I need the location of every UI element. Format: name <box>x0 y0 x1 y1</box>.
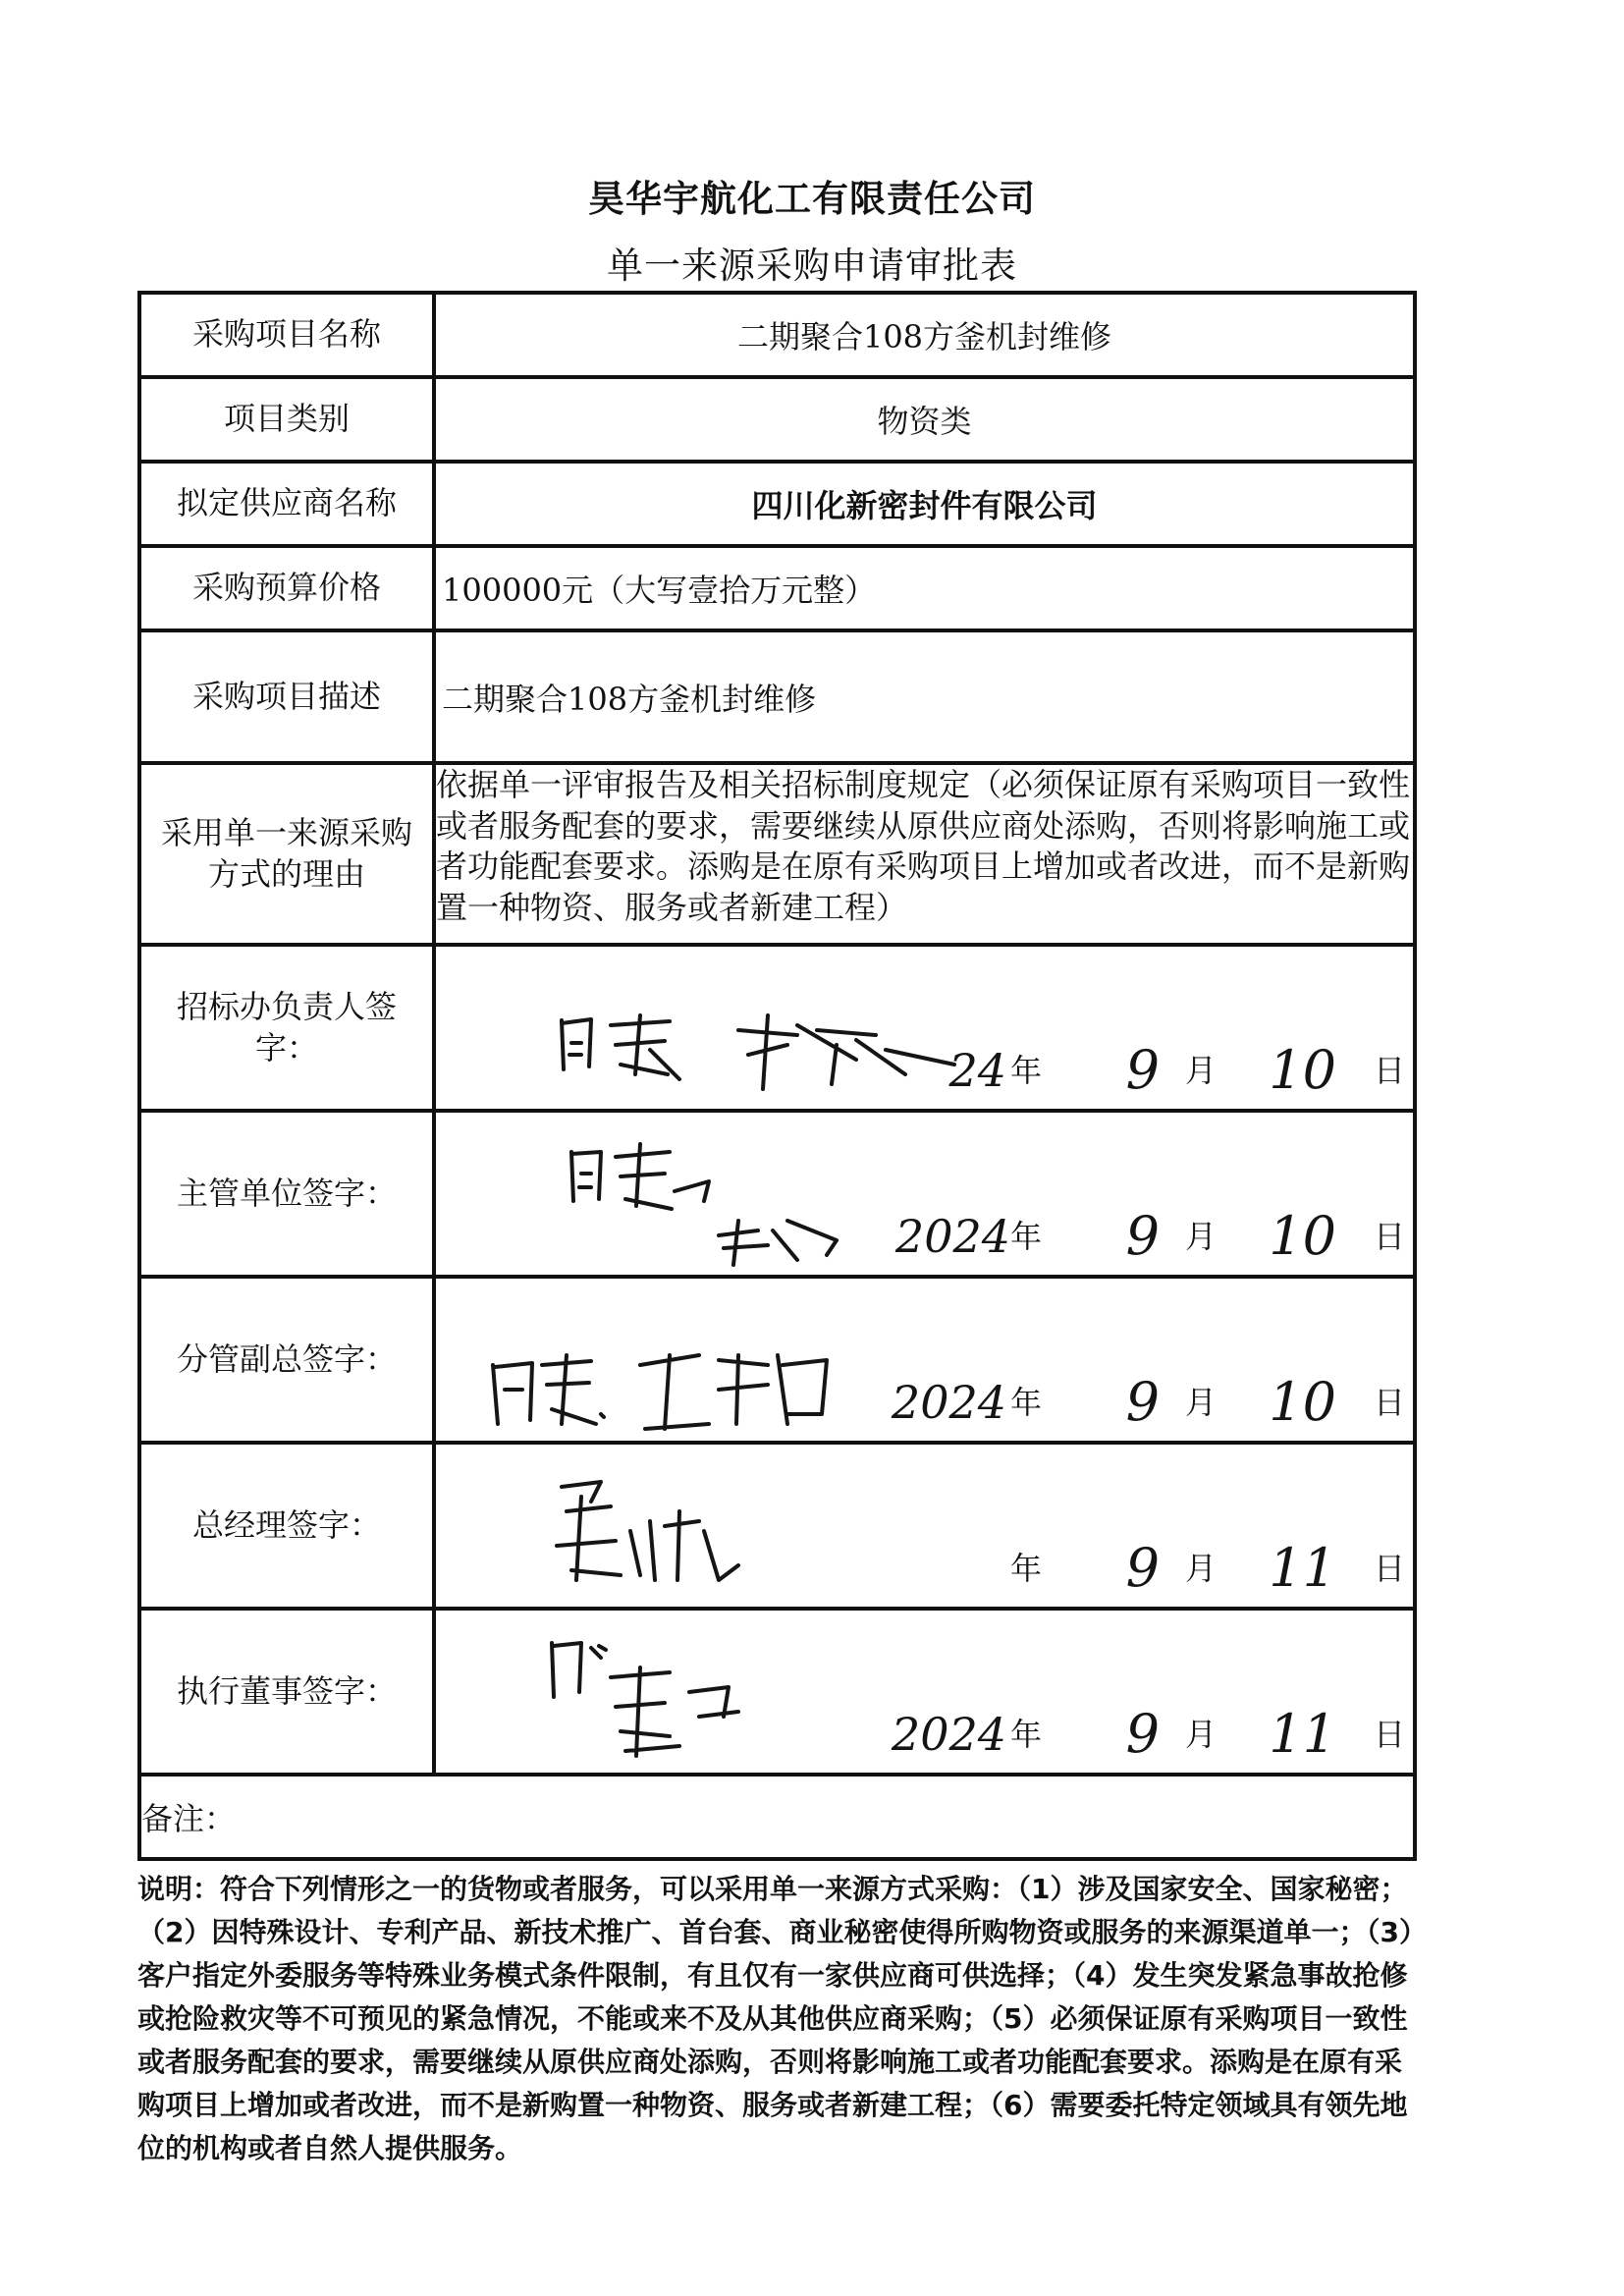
month-label: 月 <box>1184 1218 1217 1255</box>
handwritten-year: 2024 <box>891 1708 1006 1761</box>
handwritten-day: 10 <box>1269 1371 1336 1433</box>
handwritten-signature <box>444 1452 974 1600</box>
description-label: 采购项目描述 <box>139 630 434 763</box>
month-label: 月 <box>1184 1716 1217 1753</box>
signature-row <box>139 1111 1415 1277</box>
year-label: 年 <box>1009 1550 1042 1587</box>
row-budget <box>139 546 1415 630</box>
year-label: 年 <box>1009 1716 1042 1753</box>
signature-cell <box>434 945 1415 1111</box>
project-name-value: 二期聚合108方釜机封维修 <box>434 293 1415 377</box>
year-label: 年 <box>1009 1384 1042 1421</box>
budget-label: 采购预算价格 <box>139 546 434 630</box>
handwritten-day: 11 <box>1269 1703 1336 1765</box>
signature-label: 主管单位签字： <box>139 1111 434 1277</box>
company-name: 昊华宇航化工有限责任公司 <box>588 178 1036 220</box>
signature-row <box>139 945 1415 1111</box>
footnote: 说明：符合下列情形之一的货物或者服务，可以采用单一来源方式采购：（1）涉及国家安全、国家秘密；（2）因特殊设计、专利产品、新技术推广、首台套、商业秘密使得所购物资或服务的来源渠道单一；（3）客户指定外委服务等特殊业务模式条件限制，有且仅有一家供应商可供选择；（4）发生突发紧急事故抢修或抢险救灾等不可预见的紧急情况，不能或来不及从其他供应商采购；（5）必须保证原有采购项目一致性或者服务配套的要求，需要继续从原供应商处添购，否则将影响施工或者功能配套要求。添购是在原有采购项目上增加或者改进，而不是新购置一种物资、服务或者新建工程；（6）需要委托特定领域具有领先地位的机构或者自然人提供服务。 <box>137 1873 1413 2164</box>
day-label: 日 <box>1373 1384 1405 1421</box>
day-label: 日 <box>1373 1550 1405 1587</box>
handwritten-month: 9 <box>1125 1205 1160 1267</box>
handwritten-day: 10 <box>1269 1205 1336 1267</box>
supplier-value: 四川化新密封件有限公司 <box>434 462 1415 546</box>
day-label: 日 <box>1373 1218 1405 1255</box>
signature-row <box>139 1277 1415 1443</box>
category-label: 项目类别 <box>139 377 434 462</box>
day-label: 日 <box>1373 1052 1405 1089</box>
reason-value: 依据单一评审报告及相关招标制度规定（必须保证原有采购项目一致性或者服务配套的要求，需要继续从原供应商处添购，否则将影响施工或者功能配套要求。添购是在原有采购项目上增加或者改进，而不是新购置一种物资、服务或者新建工程） <box>434 763 1415 945</box>
row-supplier <box>139 462 1415 546</box>
month-label: 月 <box>1184 1052 1217 1089</box>
row-reason <box>139 763 1415 945</box>
signature-label: 招标办负责人签字： <box>139 945 434 1111</box>
supplier-label: 拟定供应商名称 <box>139 462 434 546</box>
approval-form-table <box>137 291 1417 1861</box>
year-label: 年 <box>1009 1218 1042 1255</box>
handwritten-day: 10 <box>1269 1039 1336 1101</box>
handwritten-month: 9 <box>1125 1039 1160 1101</box>
handwritten-day: 11 <box>1269 1537 1336 1599</box>
form-title: 单一来源采购申请审批表 <box>607 245 1017 287</box>
month-label: 月 <box>1184 1550 1217 1587</box>
handwritten-year: 24 <box>948 1044 1006 1097</box>
signature-cell <box>434 1443 1415 1609</box>
signature-label: 分管副总签字： <box>139 1277 434 1443</box>
remarks-label: 备注： <box>139 1775 1415 1859</box>
signature-cell <box>434 1609 1415 1775</box>
handwritten-signature <box>444 957 974 1104</box>
month-label: 月 <box>1184 1384 1217 1421</box>
signature-row <box>139 1443 1415 1609</box>
signature-cell <box>434 1111 1415 1277</box>
signature-cell <box>434 1277 1415 1443</box>
handwritten-month: 9 <box>1125 1371 1160 1433</box>
signature-label: 总经理签字： <box>139 1443 434 1609</box>
description-value: 二期聚合108方釜机封维修 <box>434 630 1415 763</box>
category-value: 物资类 <box>434 377 1415 462</box>
row-remarks <box>139 1775 1415 1859</box>
reason-label: 采用单一来源采购方式的理由 <box>139 763 434 945</box>
handwritten-year: 2024 <box>891 1376 1006 1429</box>
signature-label: 执行董事签字： <box>139 1609 434 1775</box>
row-description <box>139 630 1415 763</box>
year-label: 年 <box>1009 1052 1042 1089</box>
signature-row <box>139 1609 1415 1775</box>
row-project-name <box>139 293 1415 377</box>
day-label: 日 <box>1373 1716 1405 1753</box>
project-name-label: 采购项目名称 <box>139 293 434 377</box>
budget-value: 100000元（大写壹拾万元整） <box>434 546 1415 630</box>
row-category <box>139 377 1415 462</box>
handwritten-month: 9 <box>1125 1703 1160 1765</box>
handwritten-month: 9 <box>1125 1537 1160 1599</box>
handwritten-year: 2024 <box>894 1210 1010 1263</box>
